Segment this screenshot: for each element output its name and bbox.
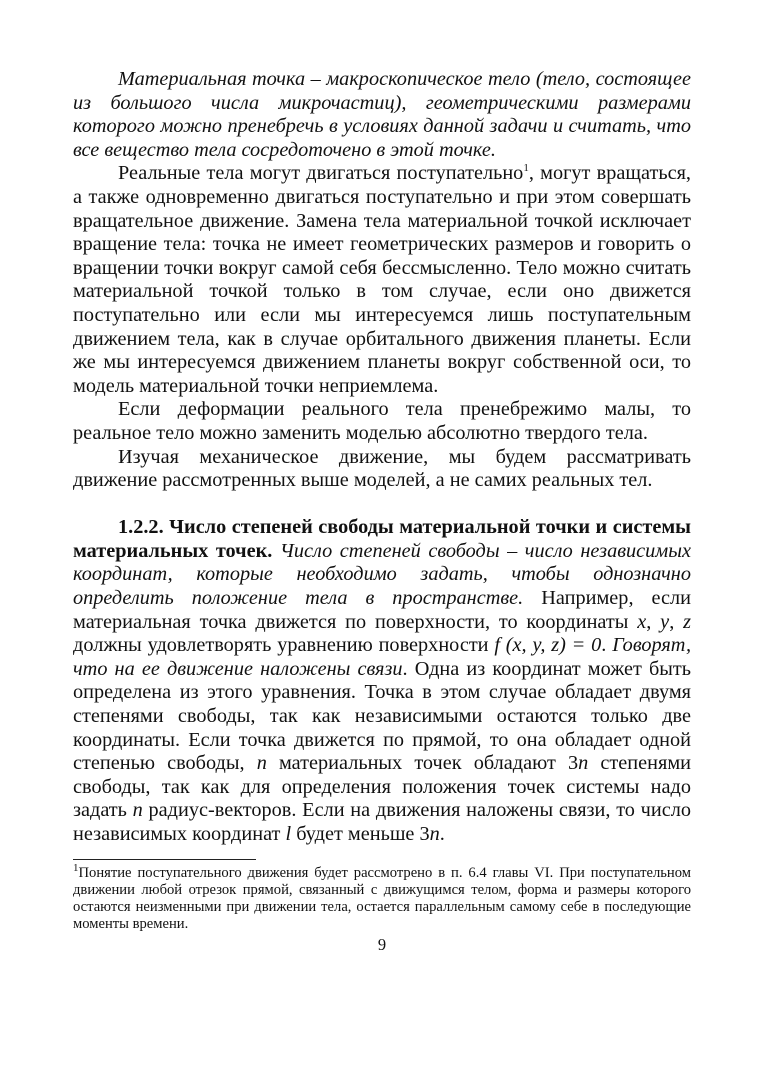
constraints-statement: Говорят, что на ее движение наложены связи [73,634,692,680]
footnote-text: Понятие поступательного движения будет рассмотрено в п. 6.4 главы VI. При поступательном движении любой отрезок прямой, связанный с движущимся телом, форма и размеры которого остаются неизменными при движении тела, остается параллельным самому себе в последующие моменты времени. [73,864,691,933]
paragraph-real-bodies [73,162,691,398]
paragraph-text: , могут вращаться, а также одновременно двигаться поступательно и при этом совершать вращательное движение. Замена тела материальной точкой исключает вращение тела: точка не имеет геометрических размеров и говорить о вращении точки вокруг самой себя бессмысленно. Тело можно считать материальной точкой только в том случае, если оно движется поступательно или если мы интересуемся лишь поступательным движением тела, как в случае орбитального движения планеты. Если же мы интересуемся движением планеты вокруг собственной оси, то модель материальной точки неприемлема. [73,162,691,397]
footnote [73,861,691,934]
section-degrees-of-freedom: 1.2.2. Число степеней свободы материальной точки и системы материальных точек. Число степеней свободы – число независимых координат, которые необходимо задать, чтобы однозначно определить положение тела в пространстве. Например, если материальная точка движется по поверхности, то координаты x, y, z должны удовлетворять уравнению поверхности f (x, y, z) = 0. Говорят, что на ее движение наложены связи. Одна из координат может быть определена из этого уравнения. Точка в этом случае обладает двумя степенями свободы, так как независимыми остаются только две координаты. Если точка движется по прямой, то она обладает одной степенью свободы, n материальных точек обладают 3n степенями свободы, так как для определения положения точек системы надо задать n радиус-векторов. Если на движения наложены связи, то число независимых координат l будет меньше 3n. [73,516,692,845]
paragraph-text: Реальные тела могут двигаться поступательно [118,162,524,185]
footnote-mark: 1 [73,861,79,874]
footnote-divider [73,859,256,860]
page-content [73,68,691,955]
section-heading: 1.2.2. Число степеней свободы материальной точки и системы материальных точек. [73,516,691,562]
paragraph-rigid-body: Если деформации реального тела пренебрежимо малы, то реальное тело можно заменить моделью абсолютно твердого тела. [73,398,691,444]
page-number: 9 [377,935,387,955]
footnote-ref: 1 [523,162,529,175]
paragraph-models: Изучая механическое движение, мы будем рассматривать движение рассмотренных выше моделей, а не самих реальных тел. [73,445,691,492]
definition-material-point: Материальная точка – макроскопическое тело (тело, состоящее из большого числа микрочастиц), геометрическими размерами которого можно пренебречь в условиях данной задачи и считать, что все вещество тела сосредоточено в этой точке. [73,68,691,161]
surface-equation: f (x, y, z) = 0 [494,634,602,657]
definition-degrees-of-freedom: Число степеней свободы – число независимых координат, которые необходимо задать, чтобы однозначно определить положение тела в пространстве. [73,539,691,610]
